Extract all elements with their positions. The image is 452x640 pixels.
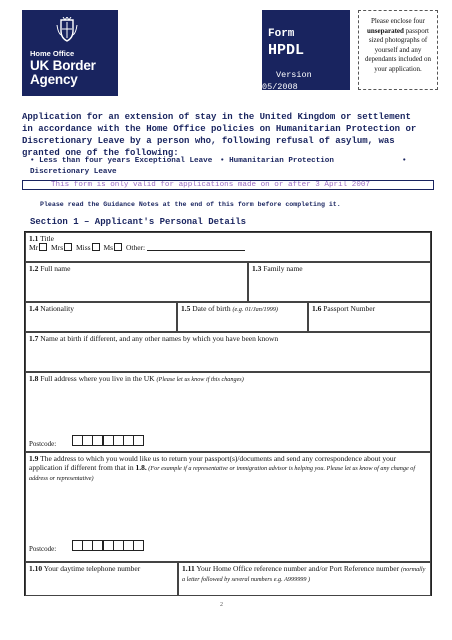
application-heading: Application for an extension of stay in the United Kingdom or settlement in accordance with the Home Office policies on Humanitarian Protection or Discretionary Leave by a person who, following refusal of asylum, was granted one of the following: — [22, 112, 417, 158]
version-date: 05/2008 — [262, 82, 298, 92]
ukba-logo — [22, 10, 118, 96]
title-mr-checkbox[interactable] — [39, 243, 47, 251]
guidance-note: Please read the Guidance Notes at the end of this form before completing it. — [40, 201, 341, 208]
personal-details-grid — [24, 231, 432, 596]
bullet-discretionary-leave: Discretionary Leave — [30, 168, 117, 176]
field-passport-number[interactable]: 1.6 Passport Number — [308, 302, 431, 332]
postcode-input[interactable] — [72, 540, 143, 551]
field-correspondence-address[interactable]: 1.9 The address to which you would like us to return your passport(s)/documents and send any correspondence about your application if different from that in 1.8. (For example if a representative or immigration advisor is helping you. Please let us know of any change of address or representative) Postcode: — [25, 452, 431, 562]
postcode-input[interactable] — [72, 435, 143, 446]
field-title: 1.1 Title Mr Mrs Miss Ms Other: — [25, 232, 431, 262]
logo-org-name: Home Office — [30, 49, 75, 58]
field-nationality[interactable]: 1.4 Nationality — [25, 302, 177, 332]
postcode-label: Postcode: — [29, 440, 57, 448]
postcode-label: Postcode: — [29, 545, 57, 553]
photo-instructions: Please enclose four unseparated passport sized photographs of yourself and any dependants included on your application. — [358, 10, 438, 90]
section-title: Section 1 – Applicant's Personal Details — [30, 217, 247, 227]
field-home-office-reference[interactable]: 1.11 Your Home Office reference number and/or Port Reference number (normally a letter followed by several numbers e.g. A999999 ) — [178, 562, 431, 596]
field-other-names[interactable]: 1.7 Name at birth if different, and any other names by which you have been known — [25, 332, 431, 372]
postcode-char-box[interactable] — [133, 540, 144, 551]
leave-type-list — [30, 156, 430, 176]
royal-crest-icon — [55, 17, 79, 43]
form-id-box — [262, 10, 350, 90]
version-label: Version — [276, 70, 312, 80]
title-miss-checkbox[interactable] — [92, 243, 100, 251]
form-code: HPDL — [268, 42, 305, 59]
bullet-marker: • — [402, 157, 407, 165]
title-ms-checkbox[interactable] — [114, 243, 122, 251]
logo-agency-name: UK Border Agency — [30, 58, 96, 87]
postcode-char-box[interactable] — [133, 435, 144, 446]
field-date-of-birth[interactable]: 1.5 Date of birth (e.g. 01/Jan/1999) — [177, 302, 308, 332]
title-mrs-checkbox[interactable] — [64, 243, 72, 251]
field-full-name[interactable]: 1.2 Full name — [25, 262, 248, 302]
bullet-humanitarian-protection: • Humanitarian Protection — [220, 157, 334, 165]
validity-notice: This form is only valid for applications made on or after 3 April 2007 — [22, 180, 434, 190]
title-other-field[interactable] — [147, 244, 245, 251]
page-number: 2 — [220, 602, 223, 608]
field-daytime-phone[interactable]: 1.10 Your daytime telephone number — [25, 562, 178, 596]
field-uk-address[interactable]: 1.8 Full address where you live in the UK (Please let us know if this changes) Postcode: — [25, 372, 431, 452]
field-family-name[interactable]: 1.3 Family name — [248, 262, 431, 302]
form-label: Form — [268, 28, 295, 40]
bullet-exceptional-leave: • Less than four years Exceptional Leave — [30, 157, 213, 165]
